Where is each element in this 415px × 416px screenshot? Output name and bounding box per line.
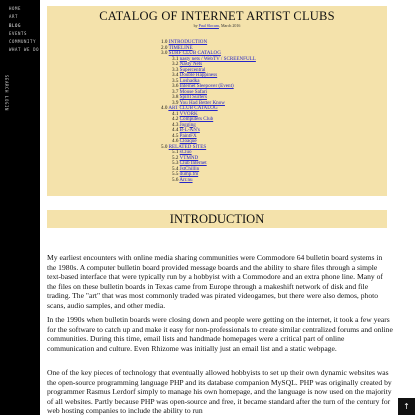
toc-number: 3.1 [172,55,179,62]
toc-number: 3.8 [172,94,179,100]
back-to-top-button[interactable] [398,398,415,415]
toc-number: 4.1 [172,110,179,117]
main-content [47,0,415,415]
toc-link[interactable]: Supercentral [179,66,206,73]
toc-number: 4.3 [172,121,179,128]
toc-link[interactable]: Spirit Surfers [179,94,207,100]
nav-item-community[interactable]: COMMUNITY [9,39,37,45]
toc-number: 5.4 [172,165,179,172]
byline-prefix: by [193,23,199,28]
toc-link[interactable]: SURF CLUB CATALOG [168,50,221,56]
toc-link[interactable]: Loshadka [179,77,200,84]
toc-link[interactable]: dump.fm [179,171,199,177]
toc-link[interactable]: INTRODUCTION [168,39,208,45]
nav-item-what-we-do[interactable]: WHAT WE DO [9,47,40,53]
toc-number: 3.7 [172,88,179,95]
toc-link[interactable]: sCluo [179,149,192,155]
toc-number: 2.0 [161,44,168,51]
author-link[interactable]: Paul Slocum [198,23,219,28]
toc-number: 5.3 [172,160,179,166]
toc-number: 1.0 [161,39,168,45]
toc-number: 3.0 [161,50,168,56]
toc-link[interactable]: Cloaque [179,138,197,144]
toc-number: 4.2 [172,116,179,122]
search-label: SEARCH [4,75,9,94]
intro-heading-bar [47,210,387,228]
toc-number: 3.9 [172,99,179,106]
toc-link[interactable]: You Had Better Know [179,99,225,106]
toc-link[interactable]: Nasty Nets [179,61,203,67]
paragraph: In the 1990s when bulletin boards were closing down and people were getting on the internet, it took a few years for the software to catch up and make it easy for non-professionals to create similar centralized forums and online communities. During this time, email lists and handmade homepages were a critical part of online communication and culture. Even Rhizome was initially just an email list and a static webpage. [47,315,393,353]
table-of-contents [161,40,256,183]
toc-link[interactable]: Mouse Safari [179,88,207,95]
toc-number: 5.2 [172,154,179,161]
login-link[interactable] [0,96,12,126]
toc-link[interactable]: TIMELINE [168,44,193,51]
toc-link[interactable]: B-L-AN's [179,127,200,133]
side-navigation [0,0,40,415]
toc-number: 5.0 [161,143,168,150]
toc-link[interactable]: JstChillin [179,165,200,172]
toc-number: 5.6 [172,176,179,183]
toc-number: 3.2 [172,61,179,67]
page-title: CATALOG OF INTERNET ARTIST CLUBS [99,9,335,23]
toc-item [161,178,256,184]
paragraph: One of the key pieces of technology that eventually allowed hobbyists to set up their own dynamic websites was the open-source programming language PHP and its database companion MySQL. PHP was originally created by programmer Rasmus Lerdorf simply to manage his own homepage, and the language is now used on the majority of all websites. Partly because PHP was open-source and free, it became standard after the turn of the century for web hosting companies to include the ability to run [47,368,392,416]
login-label: LOGIN [4,96,9,112]
toc-link[interactable]: ART CLUB CATALOG [168,105,218,111]
header-panel [47,6,387,196]
toc-number: 3.4 [172,72,179,78]
up-arrow-icon: ↑ [403,402,410,411]
toc-number: 3.5 [172,77,179,84]
toc-number: 3.3 [172,66,179,73]
toc-number: 4.6 [172,138,179,144]
toc-link[interactable]: Club Internet [179,160,207,166]
nav-list [0,0,40,55]
toc-link[interactable]: RELATED SITES [168,143,207,150]
nav-item-home[interactable]: HOME [9,6,22,11]
byline-date: , March 2016 [218,23,241,28]
toc-number: 4.4 [172,127,179,133]
toc-link[interactable]: Internet Sleepover (Event) [179,83,234,89]
toc-link[interactable]: Computers Club [179,116,214,122]
toc-link[interactable]: PaintFX [179,132,197,139]
toc-link[interactable]: Arr.nu [179,176,193,183]
toc-link[interactable]: nasty nets / WebTV / SCREENFULL [179,55,256,62]
intro-heading: INTRODUCTION [169,212,265,226]
toc-number: 5.5 [172,171,179,177]
byline [47,23,387,28]
toc-link[interactable]: Double Happiness [179,72,218,78]
toc-number: 4.5 [172,132,179,139]
paragraph: My earliest encounters with online media sharing communities were Commodore 64 bulletin board systems in the 1980s. A computer bulletin board provided message boards and the ability to share files through a simple text-based interface that were typically run by a hobbyist with a Commodore and an extra phone line. Many of the files on these bulletin boards in Texas came from Europe through a makeshift network of disk and file trading. The "art" that was most commonly traded was pirated videogames, but there were also demos, photo scans, audio samples, and other media. [47,253,383,310]
nav-item-art[interactable]: ART [9,14,19,20]
nav-item-blog[interactable]: BLOG [9,22,22,28]
toc-link[interactable]: VTMND [179,154,199,161]
toc-number: 5.1 [172,149,179,155]
toc-link[interactable]: Jogging [179,121,196,128]
toc-number: 4.0 [161,105,168,111]
toc-number: 3.6 [172,83,179,89]
toc-link[interactable]: VVORK [179,110,198,117]
nav-item-events[interactable]: EVENTS [9,30,28,36]
